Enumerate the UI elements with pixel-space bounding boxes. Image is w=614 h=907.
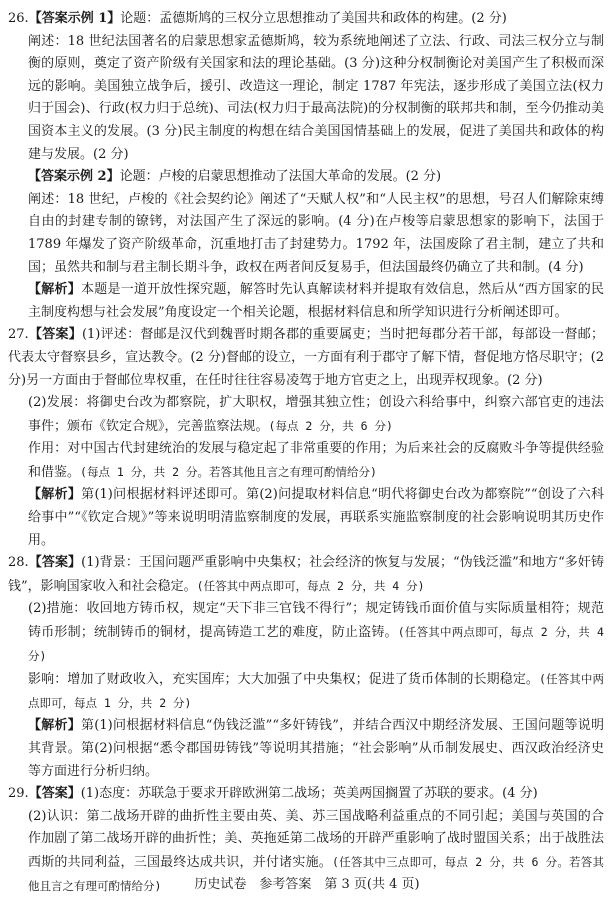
q28-analysis-text: 第(1)问根据材料信息“伪钱泛滥”“多奸铸钱”，并结合西汉中期经济发展、王国问题等说明其背景。第(2)问根据“悉令郡国毋铸钱”等说明其措施；“社会影响”从币制发展史、西汉政治经济史等方面进行分析归纳。 [28,718,604,779]
q29-answer-tag: 【答案】 [28,786,81,802]
q29-answer [8,783,604,806]
q28-part2-text: (2)措施：收回地方铸币权，规定“天下非三官钱不得行”；规定铸钱币面价值与实际质量相符；规范铸币形制；统制铸币的铜材，提高铸造工艺的难度，防止盗铸。 [28,601,604,641]
q27-part2-effect-note: (每点 1 分，共 2 分。若答其他且言之有理可酌情给分) [80,464,377,479]
q28-analysis-tag: 【解析】 [28,718,82,734]
q28-analysis [8,715,604,783]
q27-part1: (1)评述：督邮是汉代到魏晋时期各郡的重要属吏；当时把每郡分若干部，每部设一督邮；代表太守督察县乡，宣达教令。(2 分)督邮的设立，一方面有利于郡守了解下情，督促地方恪尽职守；(2 分)另一方面由于督邮位卑权重，在任时往往容易凌驾于地方官吏之上，出现弄权现象。(2 分) [8,327,604,388]
q28-answer-tag: 【答案】 [28,555,82,571]
q27-part2-effect-text: 作用：对中国古代封建统治的发展与稳定起了非常重要的作用；为后来社会的反腐败斗争等提供经验和借鉴。 [28,441,604,480]
q29-part1: (1)态度：苏联急于要求开辟欧洲第二战场；英美两国搁置了苏联的要求。(4 分) [80,786,538,802]
q26-example2-elaboration: 阐述：18 世纪，卢梭的《社会契约论》阐述了“天赋人权”和“人民主权”的思想，号召人们解除束缚自由的封建专制的镣铐，对法国产生了深远的影响。(4 分)在卢梭等启蒙思想家的影响下，法国于 1789 年爆发了资产阶级革命，沉重地打击了封建势力。1792 年，法国废除了君主制，建立了共和国；虽然共和制与君主制长期斗争，政权在两者间反复易手，但法国最终仍确立了共和制。(4 分) [28,191,604,275]
q28-part1-note: (任答其中两点即可，每点 2 分，共 4 分) [196,578,425,593]
q27-answer-tag: 【答案】 [28,327,82,343]
q26-example1 [8,8,604,31]
q26-example1-thesis: 论题：孟德斯鸠的三权分立思想推动了美国共和政体的构建。(2 分) [120,11,507,26]
q26-analysis [8,279,604,324]
q28-number: 28. [8,555,29,571]
q26-analysis-text: 本题是一道开放性探究题，解答时先认真解读材料并提取有效信息，然后从“西方国家的民主制度构想与社会发展”角度设定一个相关论题，根据材料信息和所学知识进行分析阐述即可。 [28,282,604,320]
q27-part2-note: (每点 2 分，共 6 分) [268,418,393,433]
q28-part3-text: 影响：增加了财政收入，充实国库；大大加强了中央集权；促进了货币体制的长期稳定。 [28,672,540,688]
q27-answer [8,324,604,392]
q26-number: 26. [8,11,29,26]
q28-part1: (1)背景：王国问题严重影响中央集权；社会经济的恢复与发展；“伪钱泛滥”和地方“多奸铸钱”，影响国家收入和社会稳定。 [8,555,604,594]
q27-part2 [8,392,604,438]
q27-analysis-text: 第(1)问根据材料评述即可。第(2)问提取材料信息“明代将御史台改为都察院”“创设了六科给事中”“《钦定合规》”等来说明明清监察制度的发展，再联系实施监察制度的社会影响说明其历史作用。 [28,487,604,548]
q27-number: 27. [8,327,29,343]
q28-part3 [8,668,604,715]
q26-example1-elaboration: 阐述：18 世纪法国著名的启蒙思想家孟德斯鸠，较为系统地阐述了立法、行政、司法三权分立与制衡的原则，奠定了资产阶级有关国家和法的理论基础。(3 分)这种分权制衡论对美国产生了积极而深远的影响。美国独立战争后，援引、改造这一理论，制定 1787 年宪法，逐步形成了美国立法(权力归于国会)、行政(权力归于总统)、司法(权力归于最高法院)的分权制衡的联邦共和制，至今仍推动美国资本主义的发展。(3 分)民主制度的构想在结合美国国情基础上的发展，促进了美国共和政体的构建与发展。(2 分) [28,33,604,162]
q27-part2-text: (2)发展：将御史台改为都察院，扩大职权，增强其独立性；创设六科给事中，纠察六部官吏的违法事件；颁布《钦定合规》，完善监察法规。 [28,395,604,434]
q26-analysis-tag: 【解析】 [28,282,81,298]
q29-number: 29. [8,786,29,802]
q26-example2-tag: 【答案示例 2】 [28,169,120,185]
answer-content [8,8,604,898]
page-footer: 历史试卷 参考答案 第 3 页(共 4 页) [194,877,420,892]
q27-analysis [8,484,604,552]
q28-part2 [8,598,604,668]
q28-answer [8,552,604,598]
q29-part2-note: (任答其中三点即可，每点 2 分，共 6 分。若答其他且言之有理可酌情给分) [28,854,604,893]
q28-part2-note: (任答其中两点即可，每点 2 分，共 4 分) [28,625,604,663]
q29-part2-text: (2)认识：第二战场开辟的曲折性主要由英、美、苏三国战略利益重点的不同引起；美国与英国的合作加剧了第二战场开辟的曲折性；美、英拖延第二战场的开辟严重影响了战时盟国关系；出于战胜法西斯的共同利益，三国最终达成共识，并付诸实施。 [28,808,604,870]
q27-part2-effect [8,438,604,484]
q26-example2-thesis: 论题：卢梭的启蒙思想推动了法国大革命的发展。(2 分) [119,169,442,185]
q26-example2 [8,166,604,189]
q27-analysis-tag: 【解析】 [28,487,82,503]
q26-example1-tag: 【答案示例 1】 [28,11,121,26]
q28-part3-note: (任答其中两点即可，每点 1 分，共 2 分) [28,672,604,710]
